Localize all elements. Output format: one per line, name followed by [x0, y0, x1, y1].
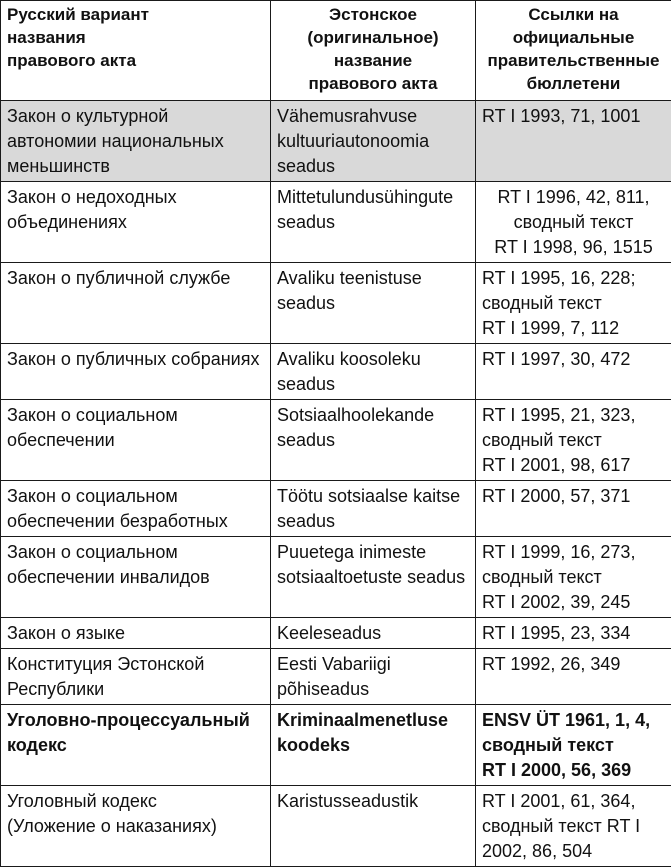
reference-cell: RT I 1995, 16, 228; сводный текст RT I 1999, 7, 112 — [476, 263, 671, 344]
russian-title-cell: Закон о языке — [1, 618, 271, 649]
reference-cell: RT I 1995, 21, 323, сводный текст RT I 2001, 98, 617 — [476, 400, 671, 481]
table-row — [1, 537, 671, 618]
reference-cell: RT I 1997, 30, 472 — [476, 344, 671, 400]
reference-cell: RT I 1993, 71, 1001 — [476, 101, 671, 182]
estonian-title-cell: Töötu sotsiaalse kaitse seadus — [271, 481, 476, 537]
russian-title-cell: Закон о публичной службе — [1, 263, 271, 344]
header-official-references: Ссылки на официальные правительственные бюллетени — [476, 1, 671, 101]
table-row — [1, 649, 671, 705]
estonian-title-cell: Vähemusrahvuse kultuuriautonoomia seadus — [271, 101, 476, 182]
russian-title-cell: Конституция Эстонской Республики — [1, 649, 271, 705]
table-row — [1, 705, 671, 786]
russian-title-cell: Закон о культурной автономии национальных меньшинств — [1, 101, 271, 182]
table-row — [1, 786, 671, 867]
table-row — [1, 101, 671, 182]
table-row — [1, 182, 671, 263]
reference-cell: RT I 2001, 61, 364, сводный текст RT I 2002, 86, 504 — [476, 786, 671, 867]
russian-title-cell: Закон о социальном обеспечении инвалидов — [1, 537, 271, 618]
russian-title-cell: Уголовно-процессуальный кодекс — [1, 705, 271, 786]
estonian-title-cell: Karistusseadustik — [271, 786, 476, 867]
russian-title-cell: Закон о социальном обеспечении безработных — [1, 481, 271, 537]
estonian-title-cell: Kriminaalmenetluse koodeks — [271, 705, 476, 786]
reference-cell: RT I 1995, 23, 334 — [476, 618, 671, 649]
estonian-title-cell: Avaliku koosoleku seadus — [271, 344, 476, 400]
table-row — [1, 263, 671, 344]
header-estonian-title: Эстонское (оригинальное) название правового акта — [271, 1, 476, 101]
reference-cell: ENSV ÜT 1961, 1, 4, сводный текст RT I 2000, 56, 369 — [476, 705, 671, 786]
table-row — [1, 344, 671, 400]
table-row — [1, 400, 671, 481]
reference-cell: RT I 1999, 16, 273, сводный текст RT I 2002, 39, 245 — [476, 537, 671, 618]
reference-cell: RT I 2000, 57, 371 — [476, 481, 671, 537]
russian-title-cell: Уголовный кодекс (Уложение о наказаниях) — [1, 786, 271, 867]
estonian-title-cell: Eesti Vabariigi põhiseadus — [271, 649, 476, 705]
table-row — [1, 481, 671, 537]
russian-title-cell: Закон о публичных собраниях — [1, 344, 271, 400]
estonian-title-cell: Puuetega inimeste sotsiaaltoetuste seadus — [271, 537, 476, 618]
russian-title-cell: Закон о социальном обеспечении — [1, 400, 271, 481]
estonian-title-cell: Sotsiaalhoolekande seadus — [271, 400, 476, 481]
table-row — [1, 618, 671, 649]
estonian-title-cell: Mittetulundusühingute seadus — [271, 182, 476, 263]
header-row — [1, 1, 671, 101]
russian-title-cell: Закон о недоходных объединениях — [1, 182, 271, 263]
header-russian-title: Русский вариант названия правового акта — [1, 1, 271, 101]
estonian-title-cell: Avaliku teenistuse seadus — [271, 263, 476, 344]
reference-cell: RT 1992, 26, 349 — [476, 649, 671, 705]
estonian-title-cell: Keeleseadus — [271, 618, 476, 649]
reference-cell: RT I 1996, 42, 811, сводный текст RT I 1998, 96, 1515 — [476, 182, 671, 263]
